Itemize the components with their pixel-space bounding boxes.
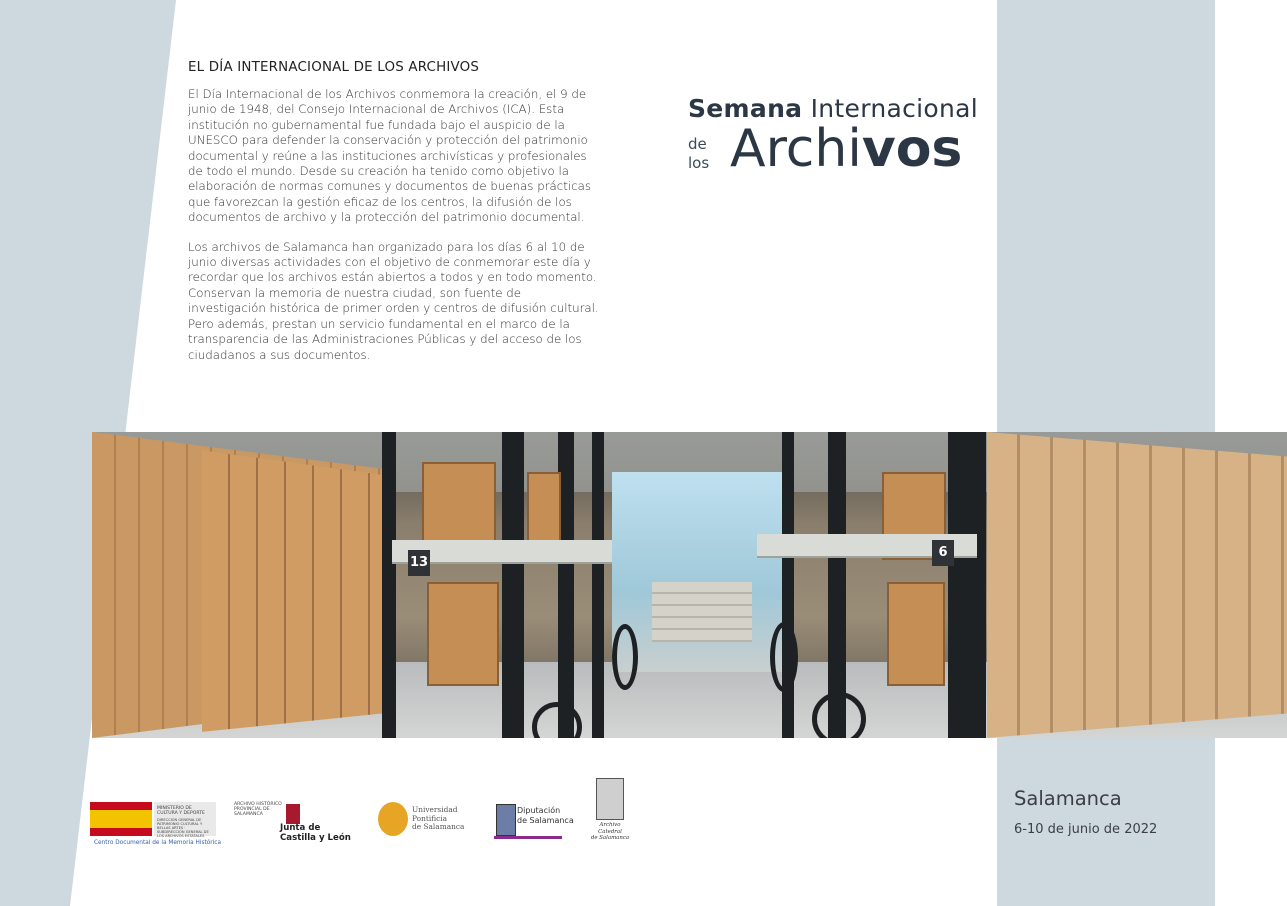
photo-rack bbox=[592, 432, 604, 738]
photo-wheel bbox=[812, 692, 866, 738]
photo-corridor bbox=[612, 472, 792, 672]
catedral-text bbox=[588, 822, 632, 842]
catedral-line-2: de Salamanca bbox=[590, 835, 630, 842]
intro-paragraph-1: El Día Internacional de los Archivos conmemora la creación, el 9 de junio de 1948, del Consejo Internacional de Archivos (ICA). Esta institución no gubernamental fue fundada bajo el auspicio de la UNESCO para defender la conservación y protección del patrimonio documental y reúne a las instituciones archivísticas y profesionales de todo el mundo. Desde su creación ha tenido como objetivo la elaboración de normas comunes y documentos de buenas prácticas que favorezcan la gestión eficaz de los centros, la difusión de los documentos de archivo y la protección del patrimonio documental. bbox=[188, 87, 592, 225]
photo-cabinet bbox=[652, 582, 752, 642]
event-dates: 6-10 de junio de 2022 bbox=[1014, 822, 1158, 837]
title-de-los bbox=[688, 135, 709, 173]
ahp-text: ARCHIVO HISTÓRICO PROVINCIAL DE SALAMANCA bbox=[234, 802, 282, 818]
diputacion-shield-icon bbox=[496, 804, 516, 836]
intro-heading: EL DÍA INTERNACIONAL DE LOS ARCHIVOS bbox=[188, 60, 480, 75]
photo-box bbox=[527, 472, 561, 546]
intro-section bbox=[188, 60, 600, 377]
junta-line-2: Castilla y León bbox=[280, 832, 351, 843]
upsa-line-3: de Salamanca bbox=[412, 822, 465, 832]
junta-logo bbox=[280, 802, 366, 843]
title-de: de bbox=[688, 135, 707, 153]
centro-documental-text: Centro Documental de la Memoria Histórica bbox=[94, 840, 222, 846]
photo-shelf-right bbox=[987, 432, 1287, 738]
upsa-text bbox=[412, 806, 464, 832]
sponsor-logos bbox=[90, 770, 650, 850]
upsa-line-2: Pontificia bbox=[412, 813, 448, 823]
ministerio-subdivision: DIRECCIÓN GENERAL DE PATRIMONIO CULTURAL Y BELLAS ARTES · SUBDIRECCIÓN GENERAL DE LOS ARCHIVOS ESTATALES bbox=[157, 818, 209, 838]
diputacion-bar bbox=[494, 836, 562, 839]
ministerio-name: MINISTERIO DE CULTURA Y DEPORTE bbox=[157, 806, 205, 817]
photo-wheel bbox=[770, 622, 798, 692]
junta-shield-icon bbox=[286, 804, 300, 824]
photo-wheel bbox=[612, 624, 638, 690]
photo-rack bbox=[382, 432, 396, 738]
diputacion-line-2: de Salamanca bbox=[517, 816, 574, 826]
photo-shelf-number-left: 13 bbox=[408, 550, 430, 576]
photo-rack bbox=[948, 432, 986, 738]
title-line-2 bbox=[688, 119, 988, 189]
catedral-seal-icon bbox=[596, 778, 624, 820]
intro-paragraph-2: Los archivos de Salamanca han organizado para los días 6 al 10 de junio diversas actividades con el objetivo de conmemorar este día y recordar que los archivos están abiertos a todos y en todo momento. Conservan la memoria de nuestra ciudad, son fuente de investigación histórica de primer orden y centros de difusión cultural. Pero además, prestan un servicio fundamental en el marco de la transparencia de las Administraciones Públicas y del acceso de los ciudadanos a sus documentos. bbox=[188, 239, 599, 362]
title-los: los bbox=[688, 154, 710, 172]
junta-text bbox=[280, 824, 351, 843]
photo-shelf-number-right: 6 bbox=[932, 540, 954, 566]
photo-rack bbox=[782, 432, 794, 738]
diputacion-line-1: Diputación bbox=[517, 806, 561, 815]
upsa-seal-icon bbox=[378, 802, 408, 836]
diputacion-text bbox=[517, 806, 574, 827]
junta-line-1: Junta de bbox=[280, 823, 321, 833]
event-title bbox=[688, 94, 988, 189]
title-internacional: Internacional bbox=[810, 94, 979, 123]
catedral-line-1: Archivo Catedral bbox=[598, 822, 622, 835]
ministerio-emblem bbox=[90, 802, 152, 836]
ministerio-logo bbox=[154, 802, 216, 836]
photo-box bbox=[887, 582, 945, 686]
archive-shelves-photo bbox=[92, 432, 1287, 738]
photo-box bbox=[427, 582, 499, 686]
title-vos: vos bbox=[861, 119, 963, 179]
title-archi: Archi bbox=[730, 119, 862, 179]
upsa-line-1: Universidad bbox=[412, 805, 458, 814]
photo-shelf-left-inner bbox=[202, 432, 382, 738]
title-semana: Semana bbox=[688, 94, 803, 123]
photo-rack bbox=[502, 432, 524, 738]
title-archivos bbox=[730, 119, 962, 179]
event-place: Salamanca bbox=[1014, 787, 1122, 810]
photo-box bbox=[422, 462, 496, 546]
